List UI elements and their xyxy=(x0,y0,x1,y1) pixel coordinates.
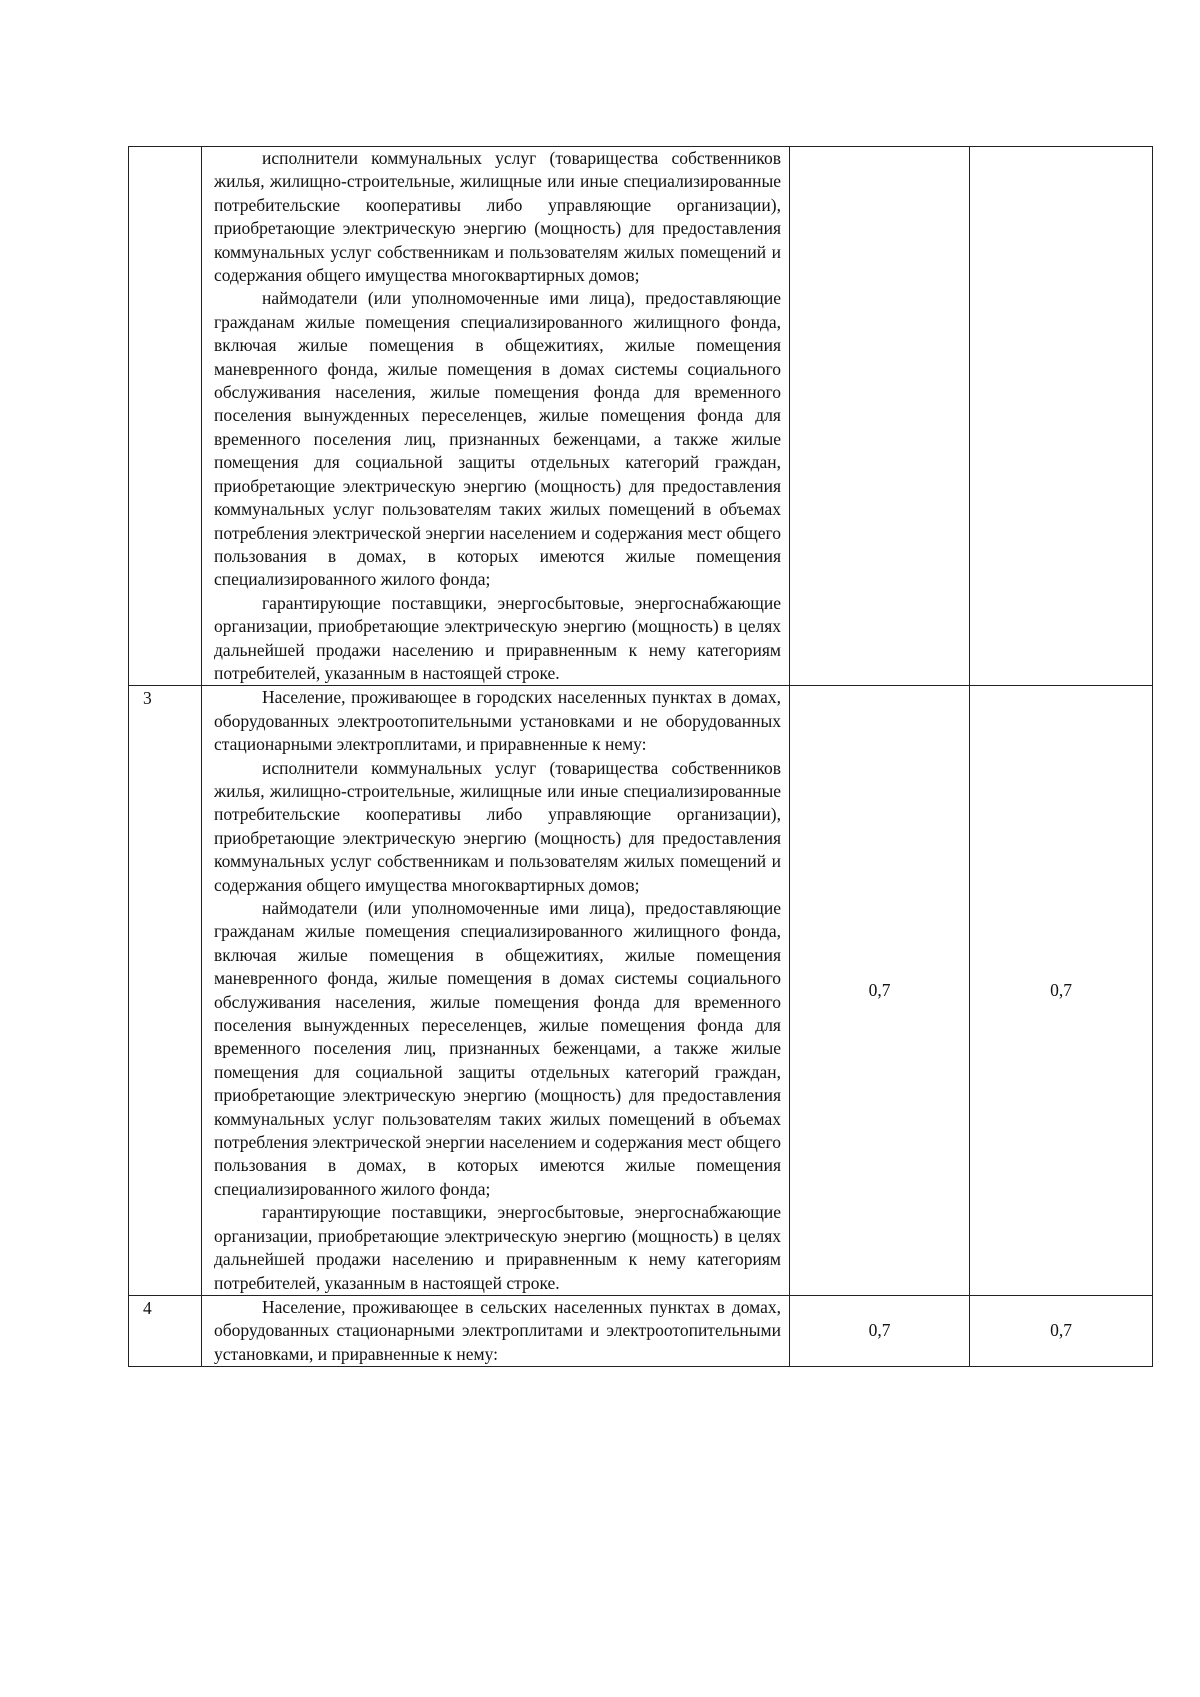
row-number-cell xyxy=(129,147,202,686)
paragraph-landlords: наймодатели (или уполномоченные ими лица), предоставляющие гражданам жилые помещения специализированного жилищного фонда, включая жилые помещения в общежитиях, жилые помещения маневренного фонда, жилые помещения в домах системы социального обслуживания населения, жилые помещения фонда для временного поселения вынужденных переселенцев, жилые помещения фонда для временного поселения лиц, признанных беженцами, а также жилые помещения для социальной защиты отдельных категорий граждан, приобретающие электрическую энергию (мощность) для предоставления коммунальных услуг пользователям таких жилых помещений в объемах потребления электрической энергии населением и содержания мест общего пользования в домах, в которых имеются жилые помещения специализированного жилого фонда; xyxy=(214,288,781,590)
row-number-cell: 4 xyxy=(129,1295,202,1366)
value-cell-1: 0,7 xyxy=(790,1295,970,1366)
value-cell-1: 0,7 xyxy=(790,686,970,1296)
paragraph-landlords: наймодатели (или уполномоченные ими лица), предоставляющие гражданам жилые помещения специализированного жилищного фонда, включая жилые помещения в общежитиях, жилые помещения маневренного фонда, жилые помещения в домах системы социального обслуживания населения, жилые помещения фонда для временного поселения вынужденных переселенцев, жилые помещения фонда для временного поселения лиц, признанных беженцами, а также жилые помещения для социальной защиты отдельных категорий граждан, приобретающие электрическую энергию (мощность) для предоставления коммунальных услуг пользователям таких жилых помещений в объемах потребления электрической энергии населением и содержания мест общего пользования в домах, в которых имеются жилые помещения специализированного жилого фонда; xyxy=(214,898,781,1199)
paragraph-utility-providers: исполнители коммунальных услуг (товарищества собственников жилья, жилищно-строительные, жилищные или иные специализированные потребительские кооперативы либо управляющие организации), приобретающие электрическую энергию (мощность) для предоставления коммунальных услуг собственникам и пользователям жилых помещений и содержания общего имущества многоквартирных домов; xyxy=(214,148,781,286)
value-cell-2 xyxy=(970,147,1153,686)
tariff-table xyxy=(128,146,1153,1367)
paragraph-rural-population: Население, проживающее в сельских населенных пунктах в домах, оборудованных стационарными электроплитами и электроотопительными установками, и приравненные к нему: xyxy=(214,1296,781,1364)
row-description-cell xyxy=(202,686,790,1296)
paragraph-urban-population: Население, проживающее в городских населенных пунктах в домах, оборудованных электроотопительными установками и не оборудованных стационарными электроплитами, и приравненные к нему: xyxy=(214,687,781,755)
paragraph-suppliers: гарантирующие поставщики, энергосбытовые, энергоснабжающие организации, приобретающие электрическую энергию (мощность) в целях дальнейшей продажи населению и приравненным к нему категориям потребителей, указанным в настоящей строке. xyxy=(214,1202,781,1293)
paragraph-suppliers: гарантирующие поставщики, энергосбытовые, энергоснабжающие организации, приобретающие электрическую энергию (мощность) в целях дальнейшей продажи населению и приравненным к нему категориям потребителей, указанным в настоящей строке. xyxy=(214,592,781,683)
value-cell-2: 0,7 xyxy=(970,1295,1153,1366)
table-row xyxy=(129,147,1153,686)
paragraph-utility-providers: исполнители коммунальных услуг (товарищества собственников жилья, жилищно-строительные, жилищные или иные специализированные потребительские кооперативы либо управляющие организации), приобретающие электрическую энергию (мощность) для предоставления коммунальных услуг собственникам и пользователям жилых помещений и содержания общего имущества многоквартирных домов; xyxy=(214,757,781,895)
table-row xyxy=(129,1295,1153,1366)
value-cell-2: 0,7 xyxy=(970,686,1153,1296)
row-description-cell xyxy=(202,147,790,686)
row-description-cell xyxy=(202,1295,790,1366)
value-cell-1 xyxy=(790,147,970,686)
row-number-cell: 3 xyxy=(129,686,202,1296)
table-row xyxy=(129,686,1153,1296)
